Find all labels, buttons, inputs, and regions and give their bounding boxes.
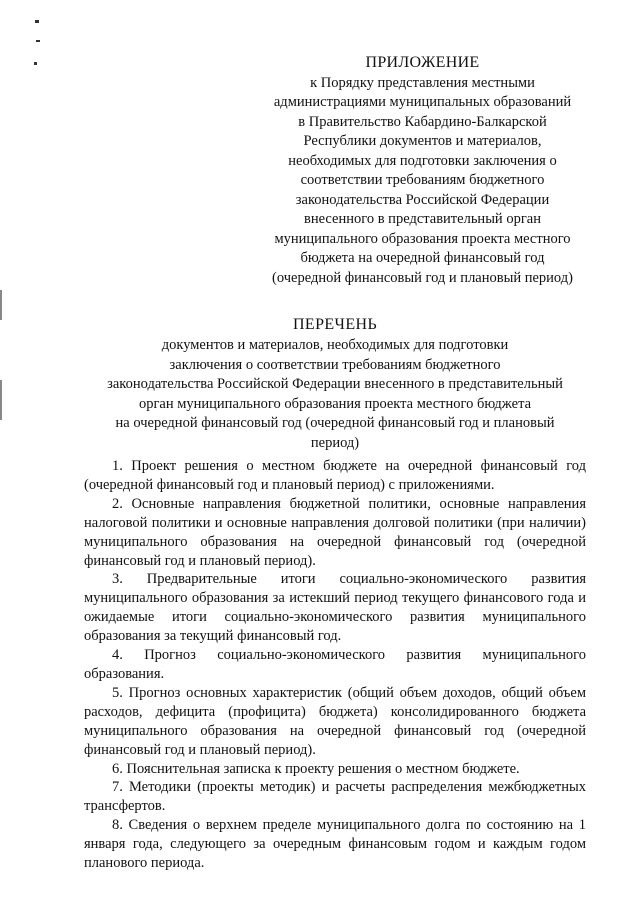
appendix-line: соответствии требованиям бюджетного: [300, 172, 545, 188]
appendix-line: внесенного в представительный орган: [304, 211, 541, 227]
document-subtitle-line: заключения о соответствии требованиям бюджетного: [169, 356, 501, 373]
appendix-line: администрациями муниципальных образований: [273, 94, 572, 110]
appendix-line: Республики документов и материалов,: [303, 133, 542, 149]
document-list: [84, 457, 586, 873]
list-item: 5. Прогноз основных характеристик (общий объем доходов, общий объем расходов, дефицита (профицита) бюджета) консолидированного бюджета муниципального образования на очередной финансовый год (очередной финансовый год и плановый период).: [84, 684, 586, 758]
appendix-header: [255, 53, 590, 288]
list-item: 6. Пояснительная записка к проекту решения о местном бюджете.: [112, 760, 520, 777]
scan-edge-mark: [0, 380, 2, 420]
scan-mark: [36, 40, 40, 42]
appendix-line: (очередной финансовый год и плановый период): [272, 269, 573, 286]
list-item: 8. Сведения о верхнем пределе муниципального долга по состоянию на 1 января года, следующего за очередным финансовым годом и каждым годом планового периода.: [84, 817, 586, 872]
appendix-line: к Порядку представления местными: [310, 74, 535, 91]
appendix-title: ПРИЛОЖЕНИЕ: [365, 54, 480, 71]
document-heading: [70, 314, 600, 453]
scan-edge-mark: [0, 290, 2, 320]
document-subtitle-line: период): [310, 434, 360, 451]
document-subtitle-line: законодательства Российской Федерации внесенного в представительный: [107, 376, 563, 392]
scan-mark: [34, 62, 37, 65]
list-item: 1. Проект решения о местном бюджете на очередной финансовый год (очередной финансовый год и плановый период) с приложениями.: [84, 458, 586, 493]
list-item: 2. Основные направления бюджетной политики, основные направления налоговой политики и основные направления долговой политики (при наличии) муниципального образования на очередной финансовый год (очередной финансовый год и плановый период).: [84, 495, 586, 569]
document-title: ПЕРЕЧЕНЬ: [292, 316, 378, 333]
list-item: 4. Прогноз социально-экономического развития муниципального образования.: [84, 647, 586, 682]
document-subtitle-line: документов и материалов, необходимых для подготовки: [161, 337, 509, 353]
document-subtitle-line: на очередной финансовый год (очередной финансовый год и плановый: [115, 415, 555, 431]
list-item: 7. Методики (проекты методик) и расчеты распределения межбюджетных трансфертов.: [84, 779, 586, 815]
appendix-line: бюджета на очередной финансовый год: [300, 250, 545, 266]
appendix-line: необходимых для подготовки заключения о: [288, 152, 557, 169]
document-subtitle-line: орган муниципального образования проекта местного бюджета: [138, 395, 532, 412]
scan-mark: [35, 20, 39, 23]
list-item: 3. Предварительные итоги социально-экономического развития муниципального образования за истекший период текущего финансового года и ожидаемые итоги социально-экономического развития муниципального образования за текущий финансовый год.: [84, 571, 586, 645]
appendix-line: в Правительство Кабардино-Балкарской: [298, 113, 547, 130]
appendix-line: муниципального образования проекта местного: [274, 230, 571, 247]
appendix-line: законодательства Российской Федерации: [295, 191, 550, 208]
